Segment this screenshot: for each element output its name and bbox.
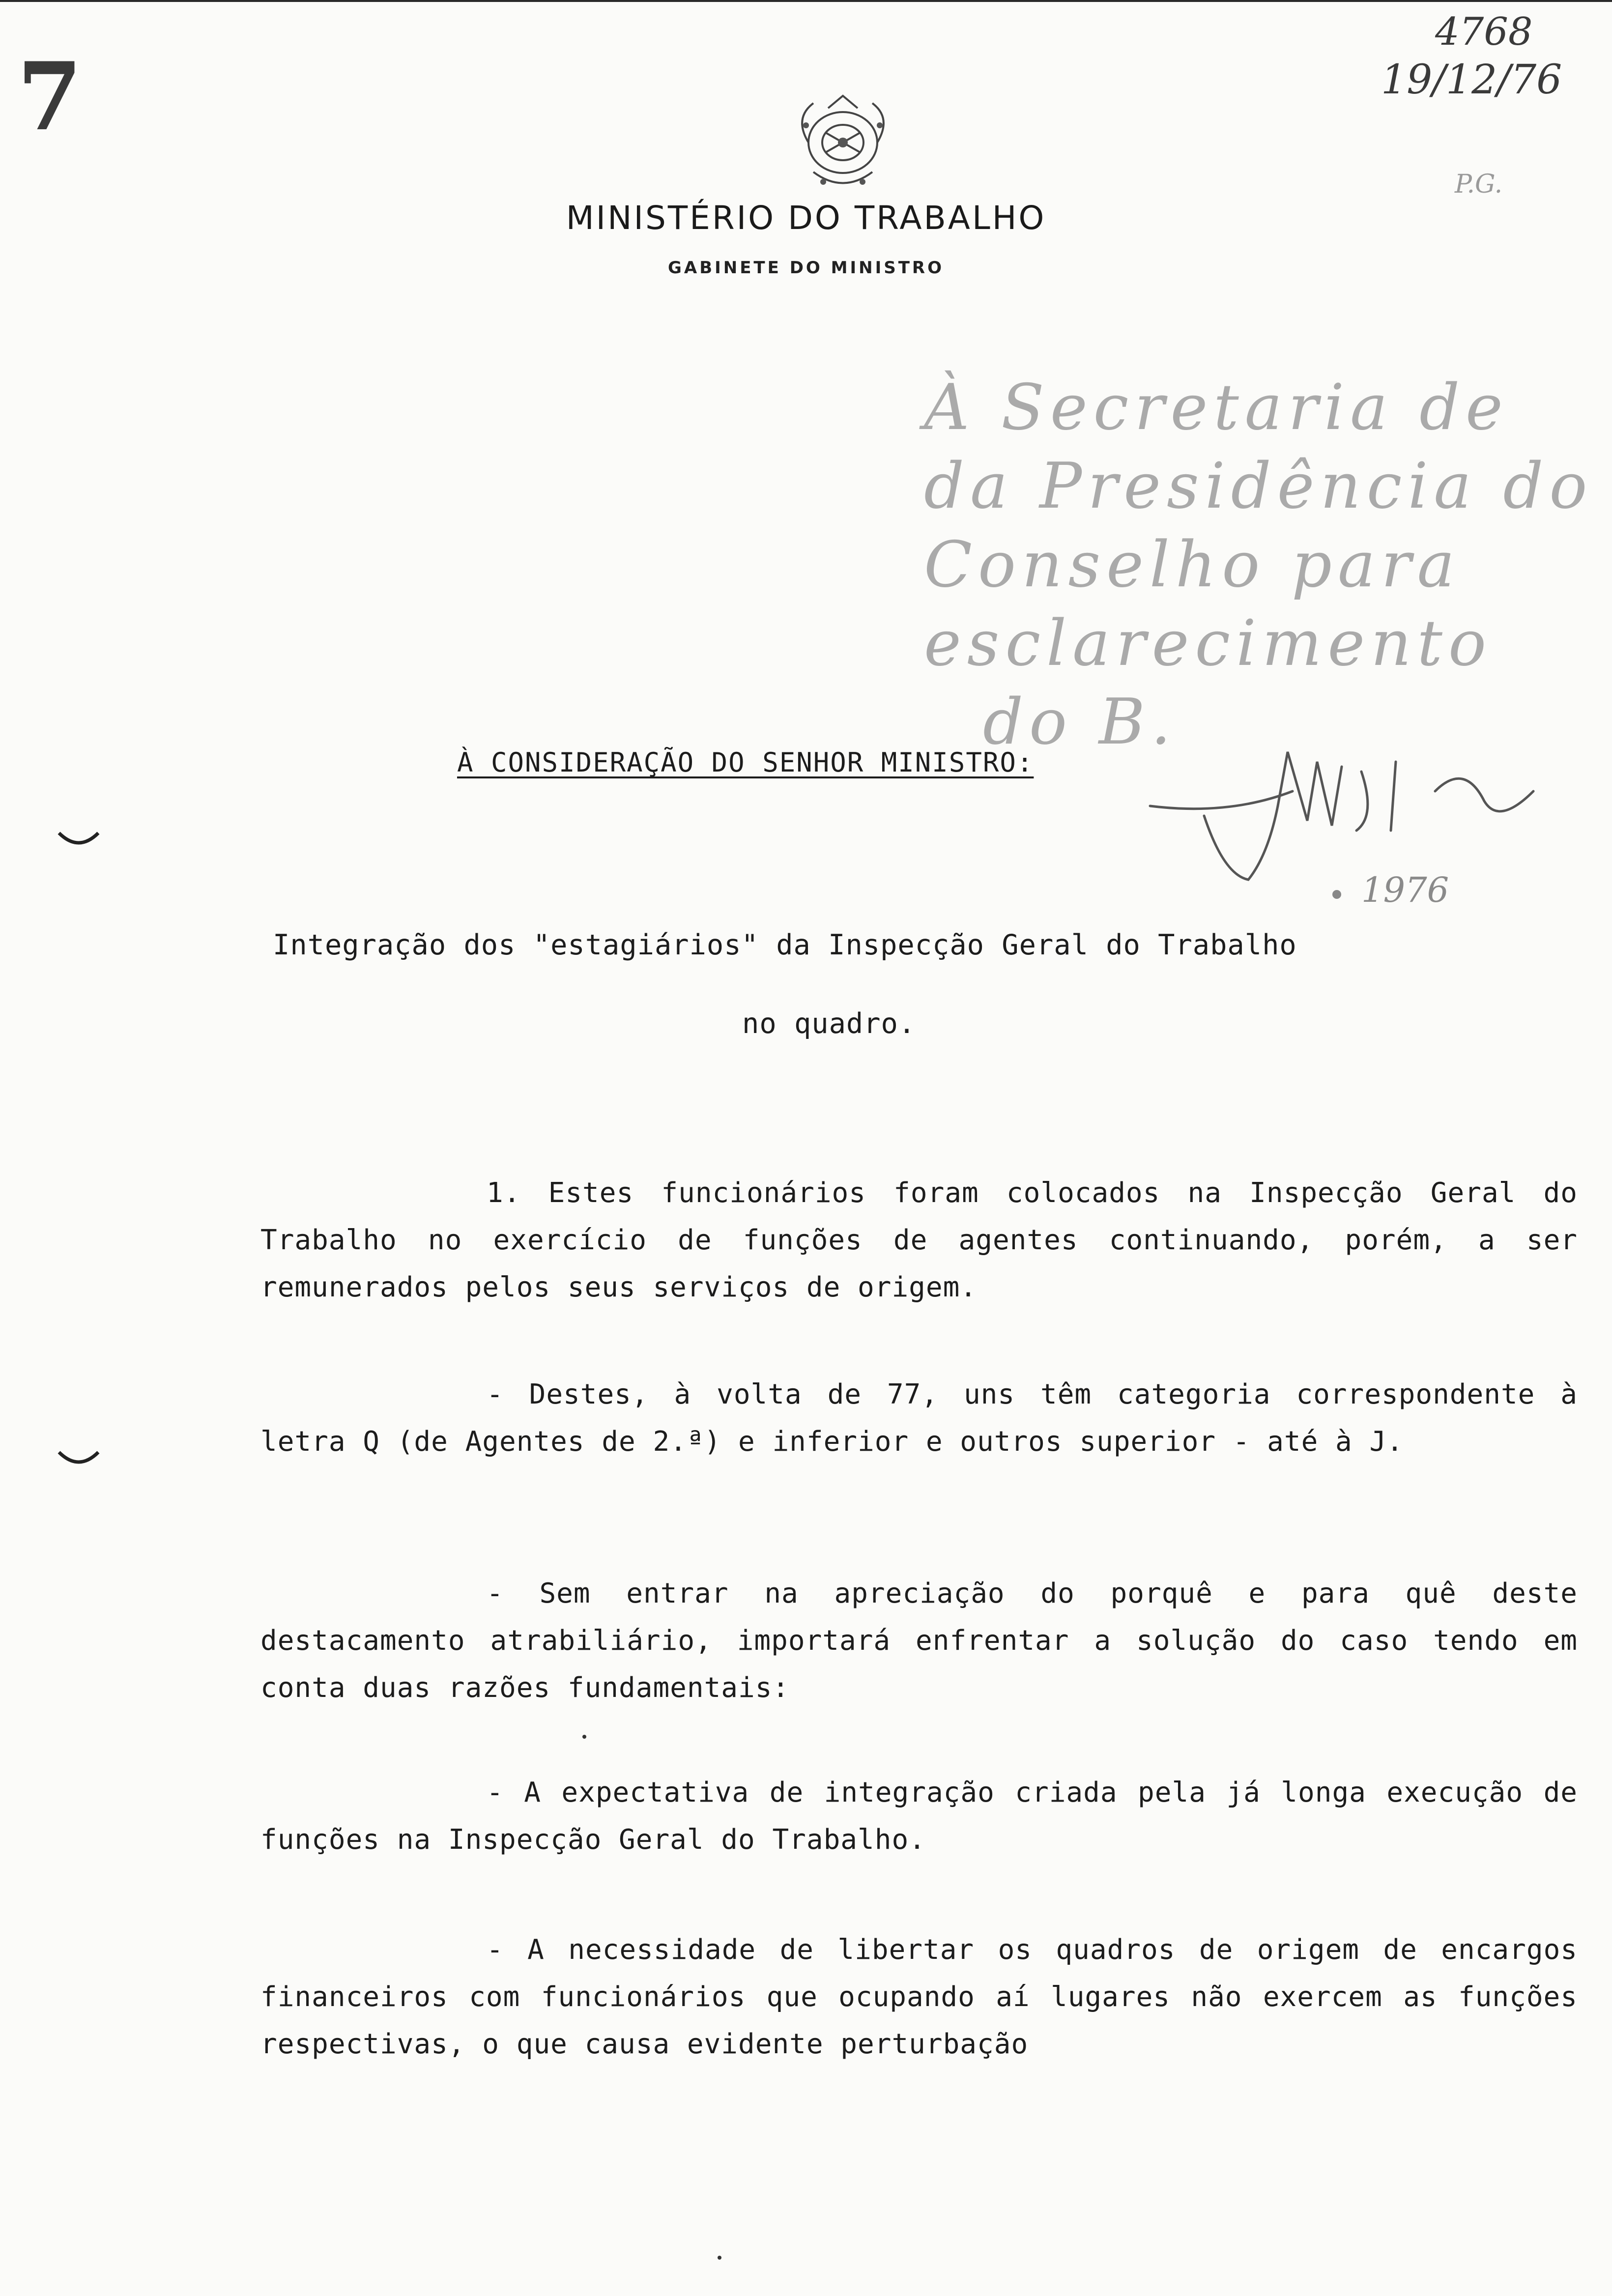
stray-mark — [582, 1735, 586, 1739]
stray-mark — [718, 2256, 721, 2260]
cabinet-name: GABINETE DO MINISTRO — [667, 258, 945, 278]
handwritten-note-line: Conselho para — [924, 528, 1461, 602]
handwritten-note-line: do B. — [983, 686, 1177, 759]
paragraph-text: - Destes, à volta de 77, uns têm categoria correspondente à letra Q (de Agentes de 2.ª) e inferior e outros superior - até à J. — [260, 1378, 1578, 1458]
corner-mark: 7 — [17, 42, 83, 151]
signature-date: 1976 — [1361, 870, 1449, 910]
paragraph-5 — [260, 1926, 1578, 2068]
paragraph-text: - A expectativa de integração criada pela já longa execução de funções na Inspecção Geral do Trabalho. — [260, 1777, 1578, 1856]
ministry-name: MINISTÉRIO DO TRABALHO — [566, 199, 1046, 237]
paragraph-4 — [260, 1769, 1578, 1864]
paragraph-2 — [260, 1371, 1578, 1465]
paragraph-3 — [260, 1570, 1578, 1712]
coat-of-arms-icon — [779, 88, 907, 201]
handwritten-note — [924, 369, 1593, 762]
paragraph-text: 1. Estes funcionários foram colocados na Inspecção Geral do Trabalho no exercício de funções de agentes continuando, porém, a ser remunerados pelos seus serviços de origem. — [260, 1177, 1578, 1303]
signature-icon — [1130, 732, 1573, 929]
scan-top-border — [0, 0, 1612, 2]
paragraph-text: - A necessidade de libertar os quadros de origem de encargos financeiros com funcionários que ocupando aí lugares não exercem as funções respectivas, o que causa evidente perturbação — [260, 1934, 1578, 2060]
paragraph-1 — [260, 1170, 1578, 1311]
subject-line: Integração dos "estagiários" da Inspecção Geral do Trabalho — [273, 929, 1297, 961]
handwritten-note-line: À Secretaria de — [924, 371, 1509, 444]
paragraph-text: - Sem entrar na apreciação do porquê e para quê deste destacamento atrabiliário, importará enfrentar a solução do caso tendo em conta duas razões fundamentais: — [260, 1578, 1578, 1704]
handwritten-note-line: esclarecimento — [924, 607, 1492, 680]
handwritten-note-line: da Presidência do — [924, 450, 1593, 523]
document-date: 19/12/76 — [1381, 57, 1562, 103]
page-initial: P.G. — [1455, 170, 1503, 199]
subject-line: no quadro. — [742, 1007, 916, 1040]
binding-mark-icon — [57, 1450, 101, 1469]
consideration-heading: À CONSIDERAÇÃO DO SENHOR MINISTRO: — [457, 747, 1034, 778]
document-number: 4768 — [1435, 10, 1533, 54]
binding-mark-icon — [57, 831, 101, 850]
